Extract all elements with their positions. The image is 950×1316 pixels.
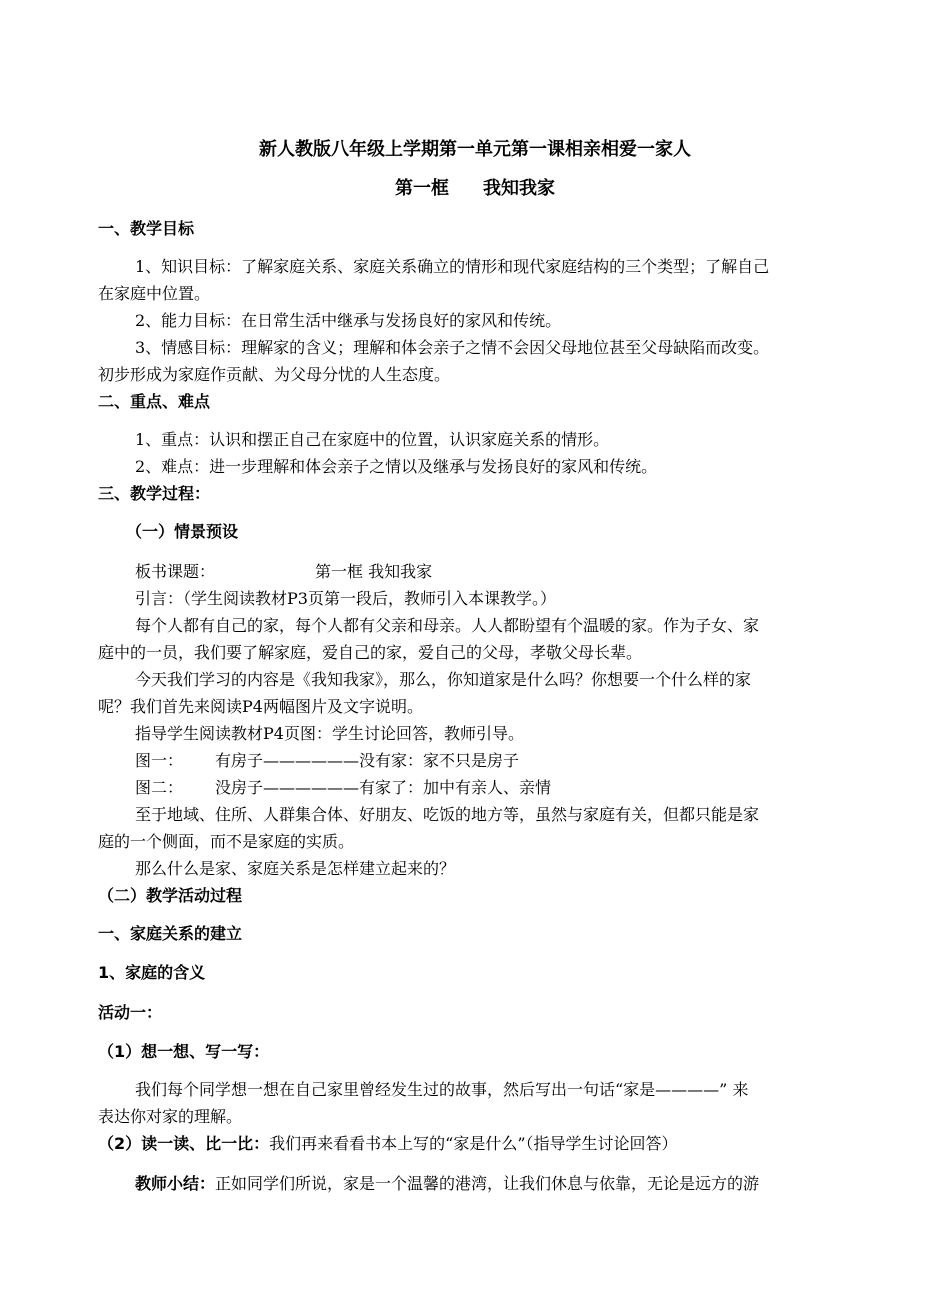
paragraph-think-line1: 我们每个同学想一想在自己家里曾经发生过的故事，然后写出一句话“家是————” 来 (135, 1080, 749, 1099)
subsection-heading-activities: （二）教学活动过程 (98, 886, 243, 905)
board-label: 板书课题： (135, 562, 216, 581)
heading-think-write: （1）想一想、写一写： (98, 1042, 270, 1061)
paragraph-summary (135, 1173, 759, 1195)
heading-activity-one: 活动一： (98, 1003, 163, 1022)
objective-emotion-line1: 3、情感目标：理解家的含义；理解和体会亲子之情不会因父母地位甚至父母缺陷而改变。 (135, 338, 770, 357)
paragraph-today-line1: 今天我们学习的内容是《我知我家》，那么，你知道家是什么吗？你想要一个什么样的家 (135, 670, 752, 689)
summary-text: 正如同学们所说，家是一个温馨的港湾，让我们休息与依靠，无论是远方的游 (215, 1174, 760, 1193)
figure1-label: 图一： (135, 751, 184, 770)
heading-family-meaning: 1、家庭的含义 (98, 963, 206, 982)
paragraph-home-line2: 庭中的一员，我们要了解家庭，爱自己的家，爱自己的父母，孝敬父母长辈。 (98, 643, 643, 662)
keypoint-difficulty: 2、难点：进一步理解和体会亲子之情以及继承与发扬良好的家风和传统。 (135, 457, 658, 476)
paragraph-region-line2: 庭的一个侧面，而不是家庭的实质。 (98, 832, 355, 851)
subsection-heading-scenario: （一）情景预设 (126, 522, 239, 541)
subtitle-part1: 第一框 (395, 178, 449, 199)
intro-text: 引言：（学生阅读教材P3页第一段后，教师引入本课教学。） (135, 589, 556, 608)
objective-knowledge-line2: 在家庭中位置。 (98, 284, 211, 303)
document-title: 新人教版八年级上学期第一单元第一课相亲相爱一家人 (259, 139, 691, 160)
paragraph-today-line2: 呢？我们首先来阅读P4两幅图片及文字说明。 (98, 697, 423, 716)
paragraph-question: 那么什么是家、家庭关系是怎样建立起来的？ (135, 859, 456, 878)
paragraph-guide: 指导学生阅读教材P4页图：学生讨论回答，教师引导。 (135, 724, 524, 743)
subtitle-part2: 我知我家 (483, 178, 555, 199)
paragraph-region-line1: 至于地域、住所、人群集合体、好朋友、吃饭的地方等，虽然与家庭有关，但都只能是家 (135, 805, 760, 824)
heading-family-relations: 一、家庭关系的建立 (98, 924, 243, 943)
figure1-text: 有房子——————没有家：家不只是房子 (215, 751, 520, 770)
figure2-text: 没房子——————有家了：加中有亲人、亲情 (215, 778, 552, 797)
section-heading-process: 三、教学过程： (98, 484, 211, 503)
summary-label: 教师小结： (135, 1174, 216, 1193)
section-heading-objectives: 一、教学目标 (98, 219, 195, 238)
paragraph-home-line1: 每个人都有自己的家，每个人都有父亲和母亲。人人都盼望有个温暖的家。作为子女、家 (135, 616, 760, 635)
document-subtitle (0, 178, 950, 200)
objective-knowledge-line1: 1、知识目标：了解家庭关系、家庭关系确立的情形和现代家庭结构的三个类型；了解自己 (135, 257, 770, 276)
read-compare-label: （2）读一读、比一比： (98, 1134, 270, 1153)
figure2-label: 图二： (135, 778, 184, 797)
objective-emotion-line2: 初步形成为家庭作贡献、为父母分忧的人生态度。 (98, 365, 451, 384)
read-compare-text: 我们再来看看书本上写的“家是什么”（指导学生讨论回答） (269, 1134, 678, 1153)
paragraph-read-compare (98, 1133, 678, 1155)
keypoint-focus: 1、重点：认识和摆正自己在家庭中的位置，认识家庭关系的情形。 (135, 430, 610, 449)
board-title: 第一框 我知我家 (315, 562, 433, 581)
section-heading-keypoints: 二、重点、难点 (98, 392, 211, 411)
objective-ability: 2、能力目标：在日常生活中继承与发扬良好的家风和传统。 (135, 311, 562, 330)
paragraph-think-line2: 表达你对家的理解。 (98, 1107, 243, 1126)
